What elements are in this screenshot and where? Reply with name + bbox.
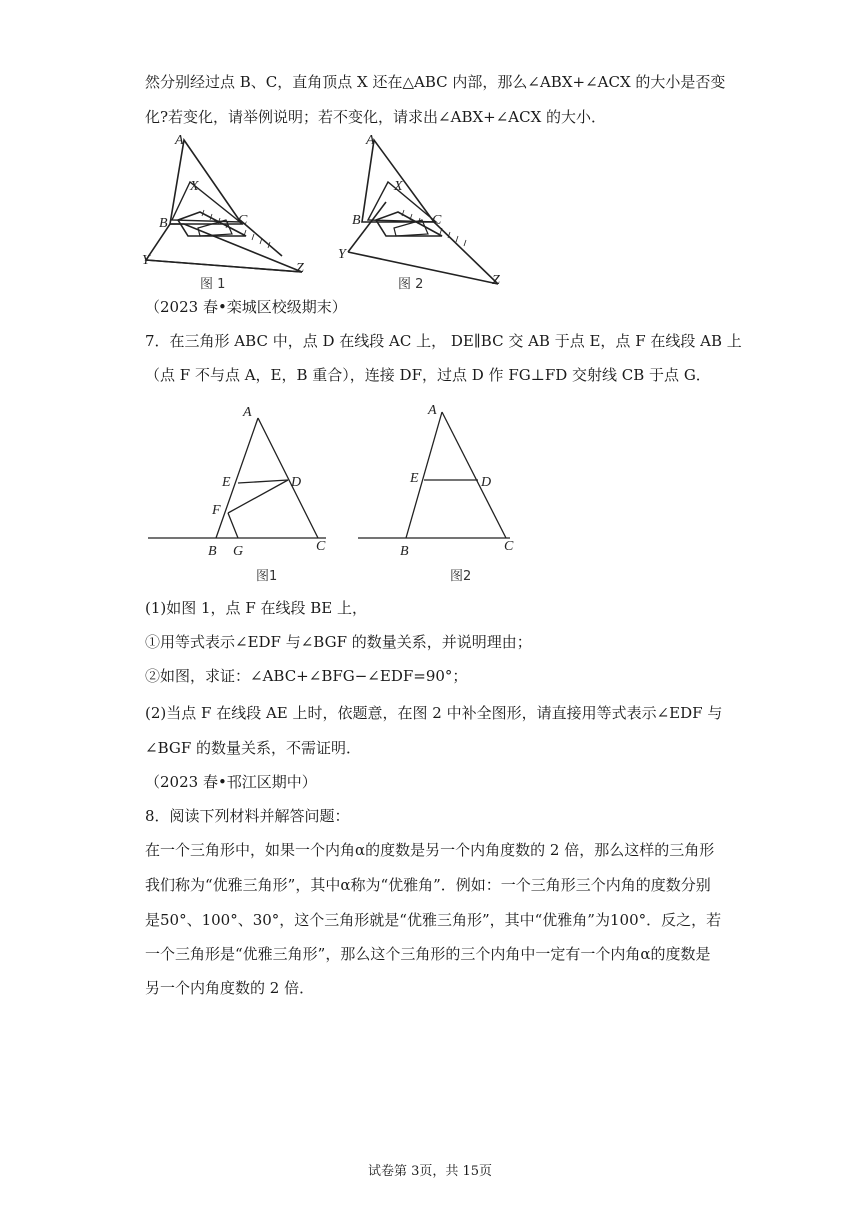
q7-fig2-label-D: D xyxy=(481,475,492,490)
source-line-2: （2023 春•邗江区期中） xyxy=(145,773,317,791)
q7-fig1-label-G: G xyxy=(233,544,244,559)
fig1-label-X: X xyxy=(190,179,199,194)
fig1-caption: 图 1 xyxy=(200,277,226,290)
question-8-line-1: 在一个三角形中，如果一个内角α的度数是另一个内角度数的 2 倍，那么这样的三角形 xyxy=(145,841,715,859)
question-8-title: 8．阅读下列材料并解答问题： xyxy=(145,807,350,825)
question-7-part1-i: ①用等式表示∠EDF 与∠BGF 的数量关系，并说明理由； xyxy=(145,633,532,651)
fig2-label-A: A xyxy=(366,133,375,148)
q7-fig2-label-C: C xyxy=(504,539,514,554)
text-line-1: 然分别经过点 B、C，直角顶点 X 还在△ABC 内部，那么∠ABX+∠ACX 的大小是否变 xyxy=(145,73,726,91)
figure-q7 xyxy=(148,400,528,590)
fig2-label-C: C xyxy=(432,213,442,228)
fig2-label-Y: Y xyxy=(338,247,346,262)
fig2-label-Z: Z xyxy=(492,273,500,288)
source-line-1: （2023 春•栾城区校级期末） xyxy=(145,298,347,316)
q7-fig1-label-C: C xyxy=(316,539,326,554)
fig1-label-Z: Z xyxy=(296,261,304,276)
question-7-part1-ii: ②如图，求证：∠ABC+∠BFG−∠EDF=90°； xyxy=(145,667,468,685)
fig1-label-A: A xyxy=(175,133,184,148)
page-footer: 试卷第 3页，共 15页 xyxy=(367,1164,493,1179)
q7-fig2-label-B: B xyxy=(400,544,409,559)
question-7-part2-line-2: ∠BGF 的数量关系，不需证明． xyxy=(145,739,362,757)
fig1-label-C: C xyxy=(238,213,248,228)
q7-fig2-label-A: A xyxy=(428,403,437,418)
fig1-label-Y: Y xyxy=(142,253,150,268)
question-7-line-2: （点 F 不与点 A，E，B 重合），连接 DF，过点 D 作 FG⊥FD 交射线 CB 于点 G． xyxy=(145,366,711,384)
figure-1-ruler xyxy=(146,140,302,272)
question-8-line-3: 是50°、100°、30°，这个三角形就是“优雅三角形”，其中“优雅角”为100°．反之，若 xyxy=(145,911,722,929)
q7-fig1-label-B: B xyxy=(208,544,217,559)
question-7-part2-line-1: (2)当点 F 在线段 AE 上时，依题意，在图 2 中补全图形，请直接用等式表示∠EDF 与 xyxy=(145,704,723,722)
fig2-label-B: B xyxy=(352,213,361,228)
fig2-label-X: X xyxy=(394,179,403,194)
question-8-line-2: 我们称为“优雅三角形”，其中α称为“优雅角”．例如：一个三角形三个内角的度数分别 xyxy=(145,876,711,894)
q7-fig1-caption: 图1 xyxy=(256,569,278,584)
q7-fig2-label-E: E xyxy=(410,471,419,486)
question-7-part1: (1)如图 1，点 F 在线段 BE 上， xyxy=(145,599,368,617)
figure-2-ruler xyxy=(348,140,498,284)
question-8-line-5: 另一个内角度数的 2 倍． xyxy=(145,979,315,997)
figure-triangle-ruler-1-2 xyxy=(142,132,504,290)
q7-fig1-label-A: A xyxy=(243,405,252,420)
fig1-label-B: B xyxy=(159,216,168,231)
q7-fig1-label-E: E xyxy=(222,475,231,490)
q7-fig1-label-F: F xyxy=(212,503,221,518)
fig2-caption: 图 2 xyxy=(398,277,424,290)
question-8-line-4: 一个三角形是“优雅三角形”，那么这个三角形的三个内角中一定有一个内角α的度数是 xyxy=(145,945,711,963)
q7-fig1-label-D: D xyxy=(291,475,302,490)
text-line-2: 化?若变化，请举例说明；若不变化，请求出∠ABX+∠ACX 的大小． xyxy=(145,108,607,126)
q7-fig2-caption: 图2 xyxy=(450,569,472,584)
question-7-line-1: 7．在三角形 ABC 中，点 D 在线段 AC 上， DE∥BC 交 AB 于点 E，点 F 在线段 AB 上 xyxy=(145,332,742,350)
